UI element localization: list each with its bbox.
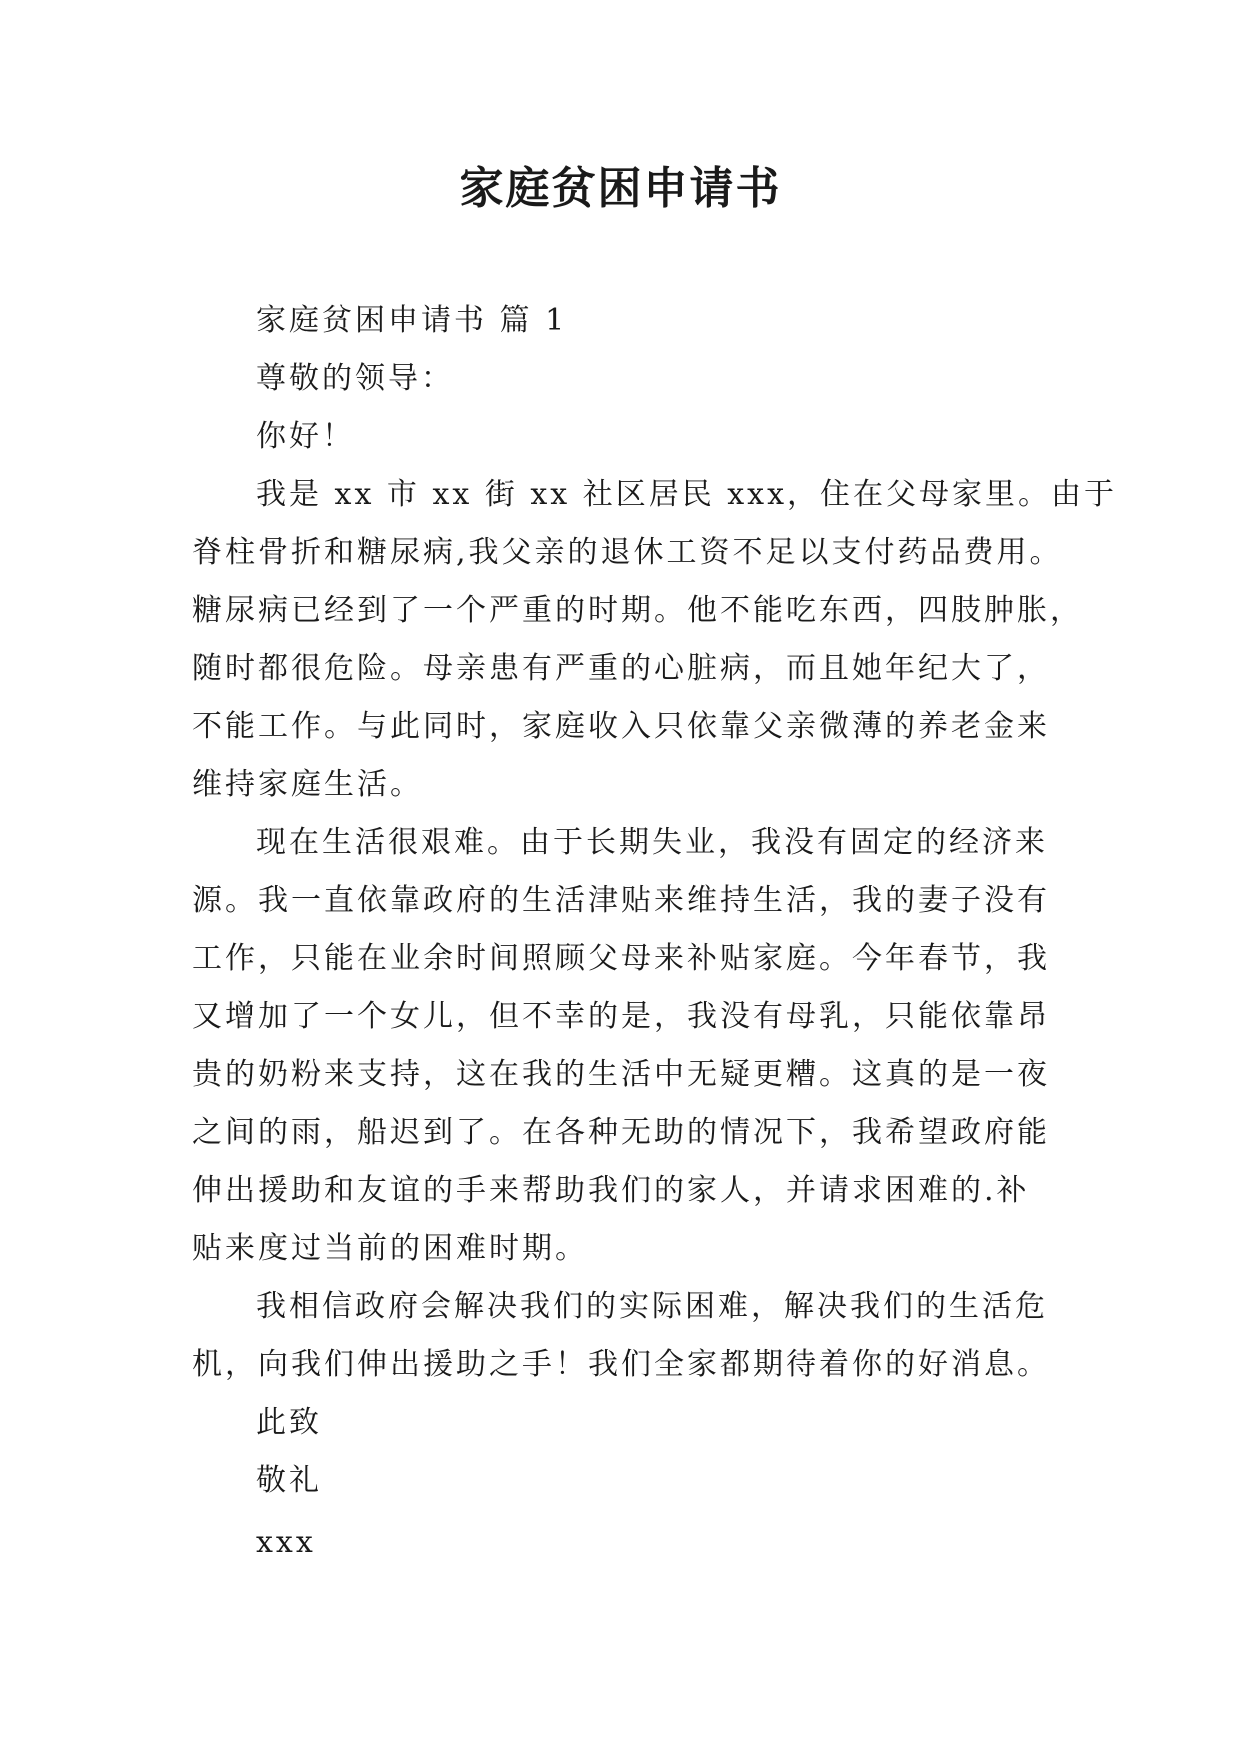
- signature: xxx: [256, 1525, 316, 1560]
- paragraph-2-line: 源。我一直依靠政府的生活津贴来维持生活，我的妻子没有: [192, 883, 1050, 918]
- paragraph-3-line: 我相信政府会解决我们的实际困难，解决我们的生活危: [256, 1289, 1048, 1324]
- paragraph-1-line: 随时都很危险。母亲患有严重的心脏病，而且她年纪大了，: [192, 651, 1050, 686]
- paragraph-1-line: 维持家庭生活。: [192, 767, 423, 802]
- section-heading: 家庭贫困申请书 篇 1: [256, 303, 568, 338]
- paragraph-2-line: 之间的雨，船迟到了。在各种无助的情况下，我希望政府能: [192, 1115, 1050, 1150]
- paragraph-2-line: 又增加了一个女儿，但不幸的是，我没有母乳，只能依靠昂: [192, 999, 1050, 1034]
- paragraph-1-line: 我是 xx 市 xx 街 xx 社区居民 xxx，住在父母家里。由于: [256, 477, 1118, 512]
- document-body: [192, 292, 1118, 1572]
- salutation: 尊敬的领导：: [256, 361, 454, 396]
- closing-jing-li: 敬礼: [256, 1463, 322, 1498]
- paragraph-2-line: 伸出援助和友谊的手来帮助我们的家人，并请求困难的.补: [192, 1173, 1030, 1208]
- paragraph-1-line: 不能工作。与此同时，家庭收入只依靠父亲微薄的养老金来: [192, 709, 1050, 744]
- page-title: 家庭贫困申请书: [459, 163, 782, 214]
- closing-ci-zhi: 此致: [256, 1405, 322, 1440]
- paragraph-2-line: 贴来度过当前的困难时期。: [192, 1231, 588, 1266]
- paragraph-2-line: 贵的奶粉来支持，这在我的生活中无疑更糟。这真的是一夜: [192, 1057, 1050, 1092]
- paragraph-1-line: 糖尿病已经到了一个严重的时期。他不能吃东西，四肢肿胀，: [192, 593, 1083, 628]
- greeting: 你好！: [256, 419, 355, 454]
- paragraph-2-line: 现在生活很艰难。由于长期失业，我没有固定的经济来: [256, 825, 1048, 860]
- paragraph-1-line: 脊柱骨折和糖尿病,我父亲的退休工资不足以支付药品费用。: [192, 535, 1063, 570]
- paragraph-2-line: 工作，只能在业余时间照顾父母来补贴家庭。今年春节，我: [192, 941, 1050, 976]
- paragraph-3-line: 机，向我们伸出援助之手！我们全家都期待着你的好消息。: [192, 1347, 1050, 1382]
